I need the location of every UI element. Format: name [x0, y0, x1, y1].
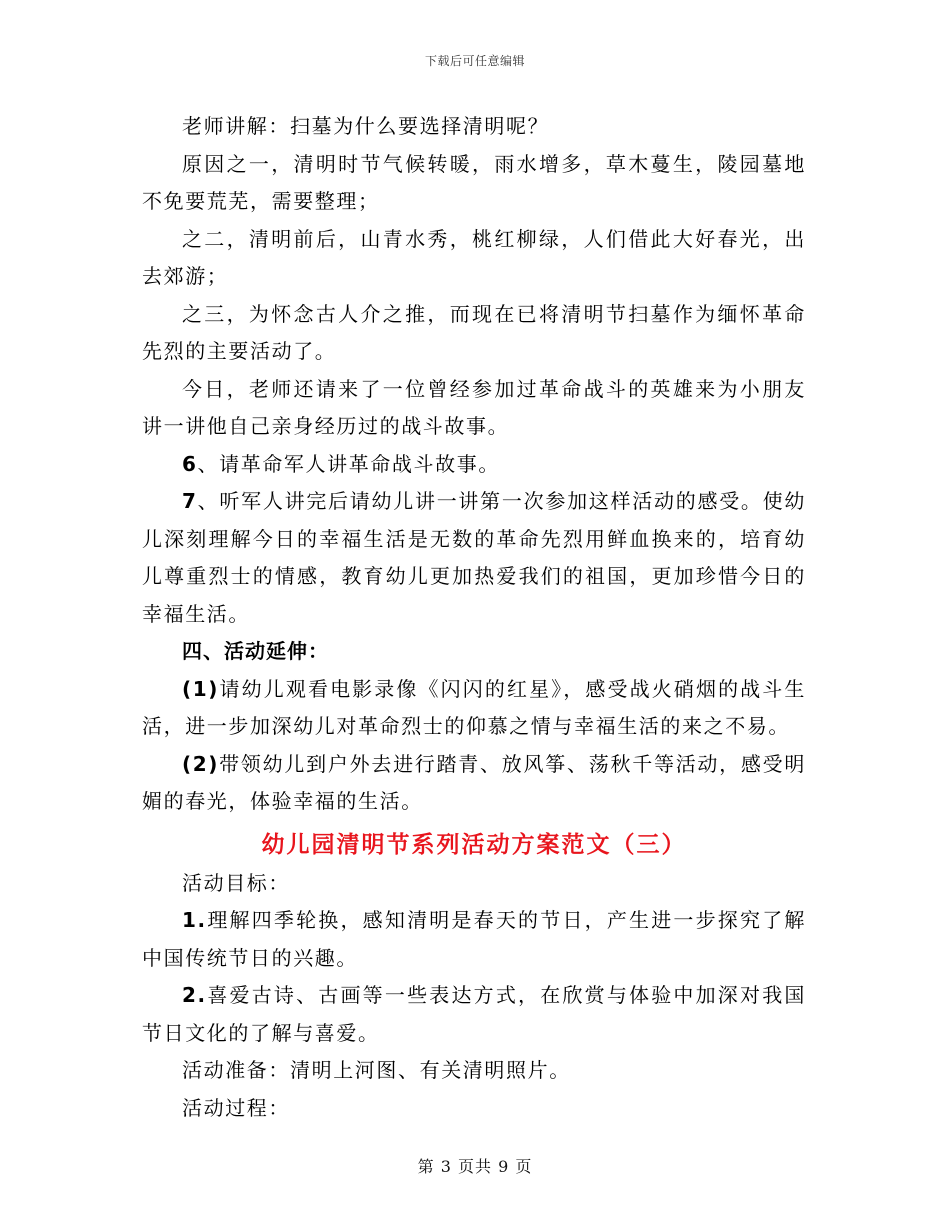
paragraph-reason-one: 原因之一，清明时节气候转暖，雨水增多，草木蔓生，陵园墓地不免要荒芜，需要整理；: [142, 151, 806, 213]
paragraph-step-6: [142, 446, 806, 484]
paragraph-extension-2: [142, 746, 806, 821]
list-text: 喜爱古诗、古画等一些表达方式，在欣赏与体验中加深对我国节日文化的了解与喜爱。: [142, 983, 806, 1045]
step-text: 、听军人讲完后请幼儿讲一讲第一次参加这样活动的感受。使幼儿深刻理解今日的幸福生活是无数的革命先烈用鲜血换来的，培育幼儿尊重烈士的情感，教育幼儿更加热爱我们的祖国，更加珍惜今日的幸福生活。: [142, 489, 806, 626]
document-body: [142, 108, 806, 1127]
list-number: (1): [182, 676, 219, 701]
paragraph-activity-preparation: 活动准备：清明上河图、有关清明照片。: [182, 1058, 571, 1082]
step-text: 、请革命军人讲革命战斗故事。: [197, 451, 500, 476]
list-number: 1.: [182, 908, 207, 932]
paragraph-reason-two: 之二，清明前后，山青水秀，桃红柳绿，人们借此大好春光，出去郊游；: [142, 226, 806, 288]
paragraph-reason-three: 之三，为怀念古人介之推，而现在已将清明节扫墓作为缅怀革命先烈的主要活动了。: [142, 301, 806, 363]
paragraph-activity-goals-label: 活动目标：: [182, 870, 290, 895]
list-text: 理解四季轮换，感知清明是春天的节日，产生进一步探究了解中国传统节日的兴趣。: [142, 908, 806, 970]
paragraph-extension-1: [142, 671, 806, 746]
page-header-note: 下载后可任意编辑: [424, 54, 525, 68]
list-text: 带领幼儿到户外去进行踏青、放风筝、荡秋千等活动，感受明媚的春光，体验幸福的生活。: [142, 751, 806, 813]
list-number: (2): [182, 751, 219, 776]
heading-activity-extension: 四、活动延伸：: [182, 639, 329, 663]
list-text: 请幼儿观看电影录像《闪闪的红星》，感受战火硝烟的战斗生活，进一步加深幼儿对革命烈士的仰慕之情与幸福生活的来之不易。: [142, 676, 806, 738]
paragraph-step-7: [142, 483, 806, 633]
paragraph-activity-process-label: 活动过程：: [182, 1095, 290, 1120]
step-number: 7: [182, 489, 198, 513]
page-number-footer: 第 3 页共 9 页: [417, 1157, 533, 1176]
section-title: 幼儿园清明节系列活动方案范文（三）: [261, 830, 687, 858]
paragraph-goal-2: [142, 977, 806, 1052]
list-number: 2.: [182, 983, 207, 1007]
paragraph-invited-hero: 今日，老师还请来了一位曾经参加过革命战斗的英雄来为小朋友讲一讲他自己亲身经历过的战斗故事。: [142, 376, 806, 438]
paragraph-teacher-explanation: 老师讲解：扫墓为什么要选择清明呢？: [182, 114, 550, 138]
paragraph-goal-1: [142, 902, 806, 977]
step-number: 6: [182, 451, 198, 476]
